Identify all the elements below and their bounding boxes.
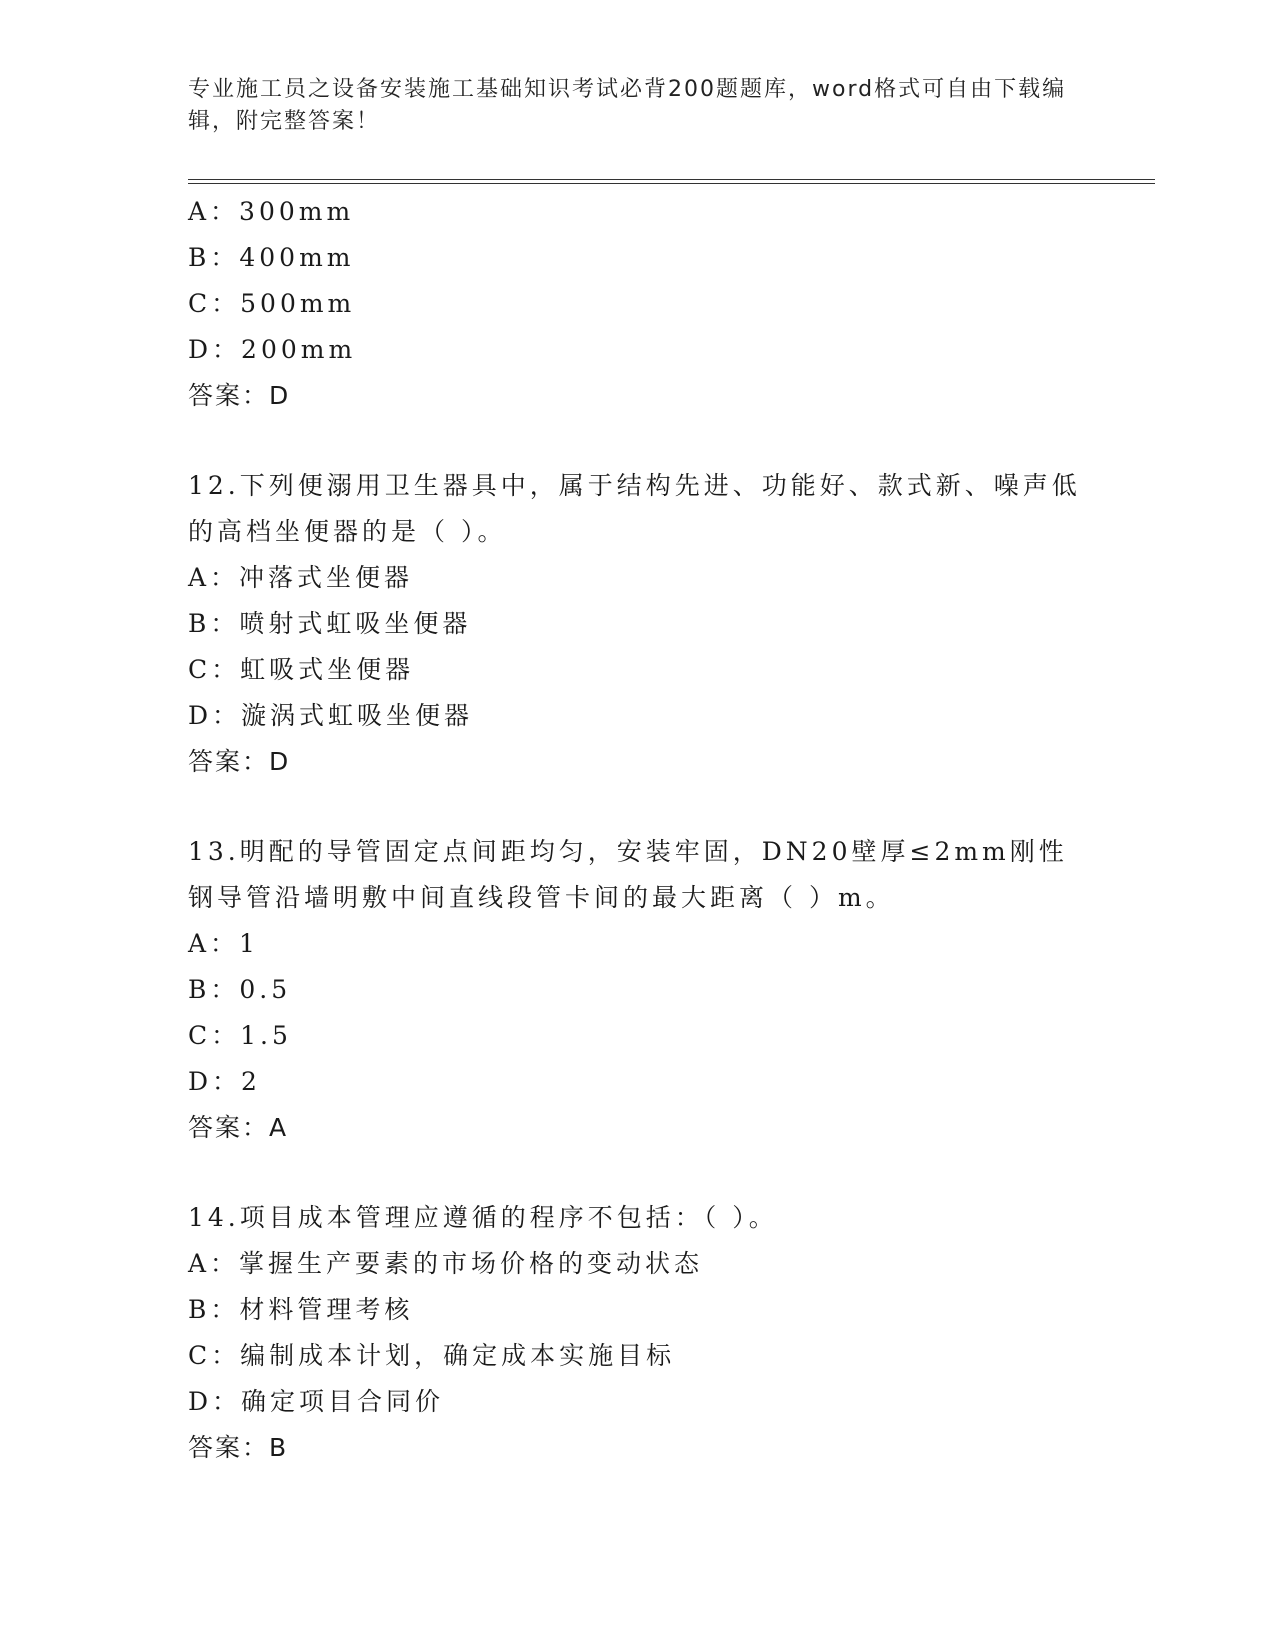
option-b: B：400mm: [188, 243, 355, 272]
answer: 答案：D: [188, 381, 291, 410]
answer: 答案：D: [188, 747, 291, 776]
question-list: [188, 189, 1088, 1471]
header-rule-bottom: [188, 183, 1155, 184]
option-c: C：虹吸式坐便器: [188, 655, 415, 684]
answer: 答案：A: [188, 1113, 289, 1142]
option-c: C：1.5: [188, 1021, 292, 1050]
document-header: 专业施工员之设备安装施工基础知识考试必背200题题库，word格式可自由下载编辑，附完整答案！: [188, 77, 1067, 134]
option-b: B：喷射式虹吸坐便器: [188, 609, 472, 638]
header-rule-top: [188, 179, 1155, 180]
option-d: D：确定项目合同价: [188, 1387, 445, 1416]
option-c: C：500mm: [188, 289, 356, 318]
option-a: A：掌握生产要素的市场价格的变动状态: [188, 1249, 704, 1278]
option-a: A：冲落式坐便器: [188, 563, 414, 592]
option-b: B：材料管理考核: [188, 1295, 414, 1324]
question-stem: 14.项目成本管理应遵循的程序不包括：（ ）。: [188, 1203, 778, 1232]
option-b: B：0.5: [188, 975, 292, 1004]
option-a: A：300mm: [188, 197, 355, 226]
question-block: [188, 463, 1088, 785]
question-block: [188, 189, 1088, 419]
option-c: C：编制成本计划，确定成本实施目标: [188, 1341, 676, 1370]
question-stem: 13.明配的导管固定点间距均匀，安装牢固，DN20壁厚≤2mm刚性钢导管沿墙明敷中间直线段管卡间的最大距离（ ）m。: [188, 837, 1068, 912]
question-block: [188, 1195, 1088, 1471]
question-stem: 12.下列便溺用卫生器具中，属于结构先进、功能好、款式新、噪声低的高档坐便器的是（ ）。: [188, 471, 1081, 546]
option-d: D：200mm: [188, 335, 357, 364]
option-d: D：2: [188, 1067, 261, 1096]
option-a: A：1: [188, 929, 259, 958]
question-block: [188, 829, 1088, 1151]
answer: 答案：B: [188, 1433, 289, 1462]
option-d: D：漩涡式虹吸坐便器: [188, 701, 474, 730]
